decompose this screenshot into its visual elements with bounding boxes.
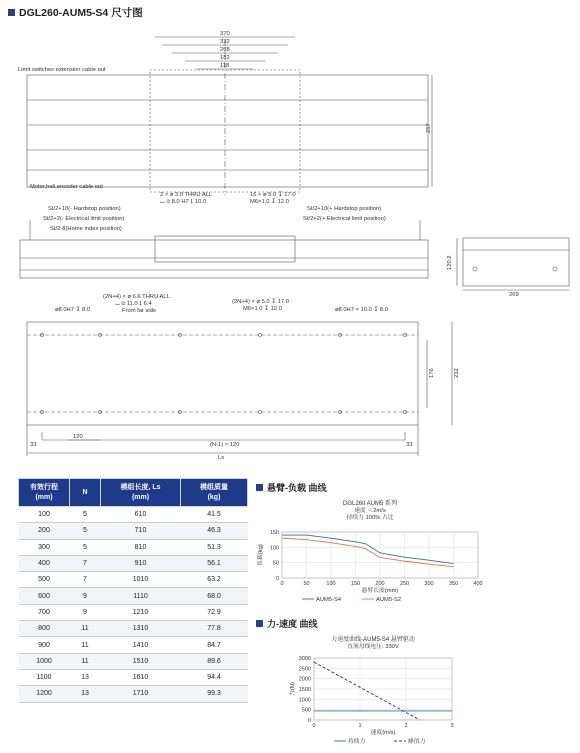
dim-182: 182 bbox=[220, 55, 230, 61]
table-cell: 41.5 bbox=[181, 507, 248, 523]
table-cell: 1200 bbox=[19, 686, 70, 702]
table-cell: 400 bbox=[19, 555, 70, 571]
table-cell: 5 bbox=[70, 523, 101, 539]
pin-left-label: ⌀8.0H7 ↧ 8.0 bbox=[55, 307, 91, 313]
table-cell: 11 bbox=[70, 653, 101, 669]
force-speed-chart bbox=[256, 630, 496, 748]
dim-118: 118 bbox=[220, 63, 230, 69]
chart-title: DGL260 AUM5 系列 bbox=[342, 501, 398, 507]
chart-subtitle: 速度 ＜2m/s bbox=[354, 508, 386, 514]
col-length: 模组长度, Ls (mm) bbox=[101, 479, 181, 507]
table-cell: 5 bbox=[70, 507, 101, 523]
bottom-view-outline bbox=[27, 322, 418, 425]
section-cantilever bbox=[256, 481, 327, 494]
dim-ls: Ls bbox=[218, 455, 225, 461]
table-cell: 700 bbox=[19, 604, 70, 620]
table-cell: 1100 bbox=[19, 669, 70, 685]
hole2-label-a: 16 × ⌀ 5.0 ↧ 17.0 bbox=[250, 192, 296, 198]
table-cell: 7 bbox=[70, 555, 101, 571]
table-cell: 810 bbox=[101, 539, 181, 555]
y-tick-label: 0 bbox=[307, 718, 311, 724]
pin-right-label: ⌀8.0H7 × 10.0 ↧ 8.0 bbox=[335, 307, 388, 313]
table-row bbox=[19, 555, 248, 571]
dim-232: 232 bbox=[454, 368, 460, 378]
table-cell: 13 bbox=[70, 686, 101, 702]
table-cell: 1010 bbox=[101, 572, 181, 588]
x-tick-label: 350 bbox=[448, 581, 459, 587]
x-tick-label: 0 bbox=[312, 723, 316, 729]
y-tick-label: 100 bbox=[269, 545, 279, 552]
table-cell: 610 bbox=[101, 507, 181, 523]
dim-332: 332 bbox=[220, 39, 230, 45]
page-title-text: DGL260-AUM5-S4 尺寸图 bbox=[19, 7, 143, 19]
y-tick-label: 0 bbox=[275, 576, 279, 582]
table-cell: 9 bbox=[70, 604, 101, 620]
table-cell: 1410 bbox=[101, 637, 181, 653]
table-cell: 800 bbox=[19, 621, 70, 637]
chart-subtitle: 持续力 100% 占比 bbox=[346, 515, 394, 521]
legend-label: AUM5-S2 bbox=[376, 597, 402, 603]
x-tick-label: 250 bbox=[399, 581, 410, 587]
x-tick-label: 150 bbox=[350, 581, 361, 587]
table-row bbox=[19, 686, 248, 702]
hole3-label-c: From far side bbox=[122, 308, 157, 314]
x-tick-label: 100 bbox=[326, 581, 336, 587]
x-tick-label: 2 bbox=[404, 723, 408, 729]
x-axis-label: 速度(m/s) bbox=[370, 730, 396, 736]
hole3-label-b: ⌴ ⌀ 11.0 ↧ 6.4 bbox=[115, 301, 152, 307]
dim-176: 176 bbox=[429, 368, 435, 378]
table-row bbox=[19, 523, 248, 539]
dim-257: 257 bbox=[426, 123, 432, 133]
table-cell: 900 bbox=[19, 637, 70, 653]
table-cell: 710 bbox=[101, 523, 181, 539]
x-tick-label: 400 bbox=[473, 581, 483, 587]
dim-33-left: 33 bbox=[30, 442, 37, 448]
table-cell: 13 bbox=[70, 669, 101, 685]
table-cell: 84.7 bbox=[181, 637, 248, 653]
table-row bbox=[19, 572, 248, 588]
motor-cable-label: Motor,hall,encoder cable out bbox=[30, 184, 103, 190]
table-cell: 1510 bbox=[101, 653, 181, 669]
table-cell: 11 bbox=[70, 621, 101, 637]
hole4-label-b: M6×1.0 ↧ 12.0 bbox=[243, 306, 282, 312]
series-line bbox=[282, 535, 454, 564]
dim-268: 268 bbox=[220, 47, 230, 53]
x-axis-label: 悬臂长度(mm) bbox=[361, 588, 399, 594]
table-cell: 1710 bbox=[101, 686, 181, 702]
hardstop-neg-label: St/2+10(- Hardstop position) bbox=[48, 206, 121, 212]
x-tick-label: 3 bbox=[450, 723, 454, 729]
x-tick-label: 1 bbox=[358, 723, 362, 729]
elimit-pos-label: St/2+2(+ Electrical limit position) bbox=[303, 216, 386, 222]
x-tick-label: 50 bbox=[303, 581, 310, 587]
col-stroke: 有效行程 (mm) bbox=[19, 479, 70, 507]
table-row bbox=[19, 507, 248, 523]
x-tick-label: 0 bbox=[280, 581, 284, 587]
table-cell: 1110 bbox=[101, 588, 181, 604]
legend-label: 持续力 bbox=[348, 739, 366, 745]
dim-120: 120 bbox=[73, 434, 83, 440]
table-cell: 5 bbox=[70, 539, 101, 555]
table-cell: 300 bbox=[19, 539, 70, 555]
hardstop-pos-label: St/2+10(+ Hardstop position) bbox=[307, 206, 382, 212]
hole2-label-b: M6×1.0 ↧ 12.0 bbox=[250, 199, 289, 205]
end-view-outline bbox=[463, 238, 569, 286]
section1-title: 悬臂-负载 曲线 bbox=[267, 483, 327, 493]
table-cell: 51.3 bbox=[181, 539, 248, 555]
dim-33-right: 33 bbox=[406, 442, 413, 448]
table-cell: 7 bbox=[70, 572, 101, 588]
table-cell: 56.1 bbox=[181, 555, 248, 571]
section2-square-icon bbox=[256, 620, 263, 627]
table-cell: 68.0 bbox=[181, 588, 248, 604]
y-tick-label: 150 bbox=[269, 530, 279, 536]
y-axis-label: 负载(kg) bbox=[258, 544, 264, 566]
home-label: St/2-8(Home index position) bbox=[50, 226, 122, 232]
dim-120-2: 120.2 bbox=[447, 255, 453, 270]
table-cell: 910 bbox=[101, 555, 181, 571]
y-tick-label: 1000 bbox=[298, 697, 311, 704]
table-cell: 100 bbox=[19, 507, 70, 523]
hole3-label-a: (2N+4) × ⌀ 6.6 THRU ALL bbox=[103, 294, 170, 300]
table-row bbox=[19, 669, 248, 685]
table-cell: 1210 bbox=[101, 604, 181, 620]
table-row bbox=[19, 621, 248, 637]
y-tick-label: 2000 bbox=[298, 676, 311, 683]
table-cell: 89.6 bbox=[181, 653, 248, 669]
table-row bbox=[19, 588, 248, 604]
section2-title: 力-速度 曲线 bbox=[267, 619, 318, 629]
chart-subtitle: 直流母线电压: 330V bbox=[347, 644, 399, 650]
table-cell: 63.2 bbox=[181, 572, 248, 588]
y-tick-label: 1500 bbox=[298, 687, 311, 693]
table-cell: 46.3 bbox=[181, 523, 248, 539]
dim-n-spacing: (N-1) × 120 bbox=[210, 442, 240, 448]
table-cell: 200 bbox=[19, 523, 70, 539]
cantilever-load-chart bbox=[256, 494, 496, 612]
table-cell: 500 bbox=[19, 572, 70, 588]
table-cell: 1610 bbox=[101, 669, 181, 685]
table-cell: 94.4 bbox=[181, 669, 248, 685]
y-tick-label: 3000 bbox=[298, 656, 311, 662]
table-cell: 1310 bbox=[101, 621, 181, 637]
section1-square-icon bbox=[256, 484, 263, 491]
chart-title: 力速度曲线-AUM5-S4 悬臂驱动 bbox=[331, 637, 415, 643]
col-mass: 模组质量 (kg) bbox=[181, 479, 248, 507]
side-view-outline bbox=[20, 240, 428, 278]
hole1-label-a: 2 × ⌀ 3.0 THRU ALL bbox=[160, 192, 213, 198]
legend-label: AUM5-S4 bbox=[316, 597, 342, 603]
section-force-speed bbox=[256, 617, 318, 630]
table-cell: 77.8 bbox=[181, 621, 248, 637]
y-tick-label: 50 bbox=[272, 560, 279, 567]
col-n: N bbox=[70, 479, 101, 507]
series-line bbox=[282, 538, 454, 567]
elimit-neg-label: St/2+2(- Electrical limit position) bbox=[43, 216, 125, 222]
table-cell: 600 bbox=[19, 588, 70, 604]
table-row bbox=[19, 653, 248, 669]
x-tick-label: 200 bbox=[375, 581, 385, 587]
x-tick-label: 300 bbox=[424, 581, 434, 587]
dim-370: 370 bbox=[220, 31, 230, 37]
y-tick-label: 2500 bbox=[298, 666, 311, 673]
table-cell: 99.3 bbox=[181, 686, 248, 702]
limit-cable-label: Limit switches extension cable out bbox=[18, 67, 106, 73]
table-row bbox=[19, 539, 248, 555]
bottom-view-holes bbox=[40, 267, 557, 414]
dim-269: 269 bbox=[509, 292, 519, 298]
table-cell: 9 bbox=[70, 588, 101, 604]
legend-label: 峰值力 bbox=[408, 739, 426, 745]
table-cell: 72.9 bbox=[181, 604, 248, 620]
table-row bbox=[19, 604, 248, 620]
spec-table bbox=[18, 478, 248, 703]
table-cell: 11 bbox=[70, 637, 101, 653]
table-row bbox=[19, 637, 248, 653]
y-tick-label: 500 bbox=[301, 707, 311, 714]
table-cell: 1000 bbox=[19, 653, 70, 669]
hole4-label-a: (2N+4) × ⌀ 5.0 ↧ 17.0 bbox=[232, 299, 290, 305]
y-axis-label: 力(N) bbox=[290, 682, 296, 696]
hole1-label-b: ⌴ ⌀ 8.0 H7 ↧ 10.0 bbox=[160, 199, 207, 205]
